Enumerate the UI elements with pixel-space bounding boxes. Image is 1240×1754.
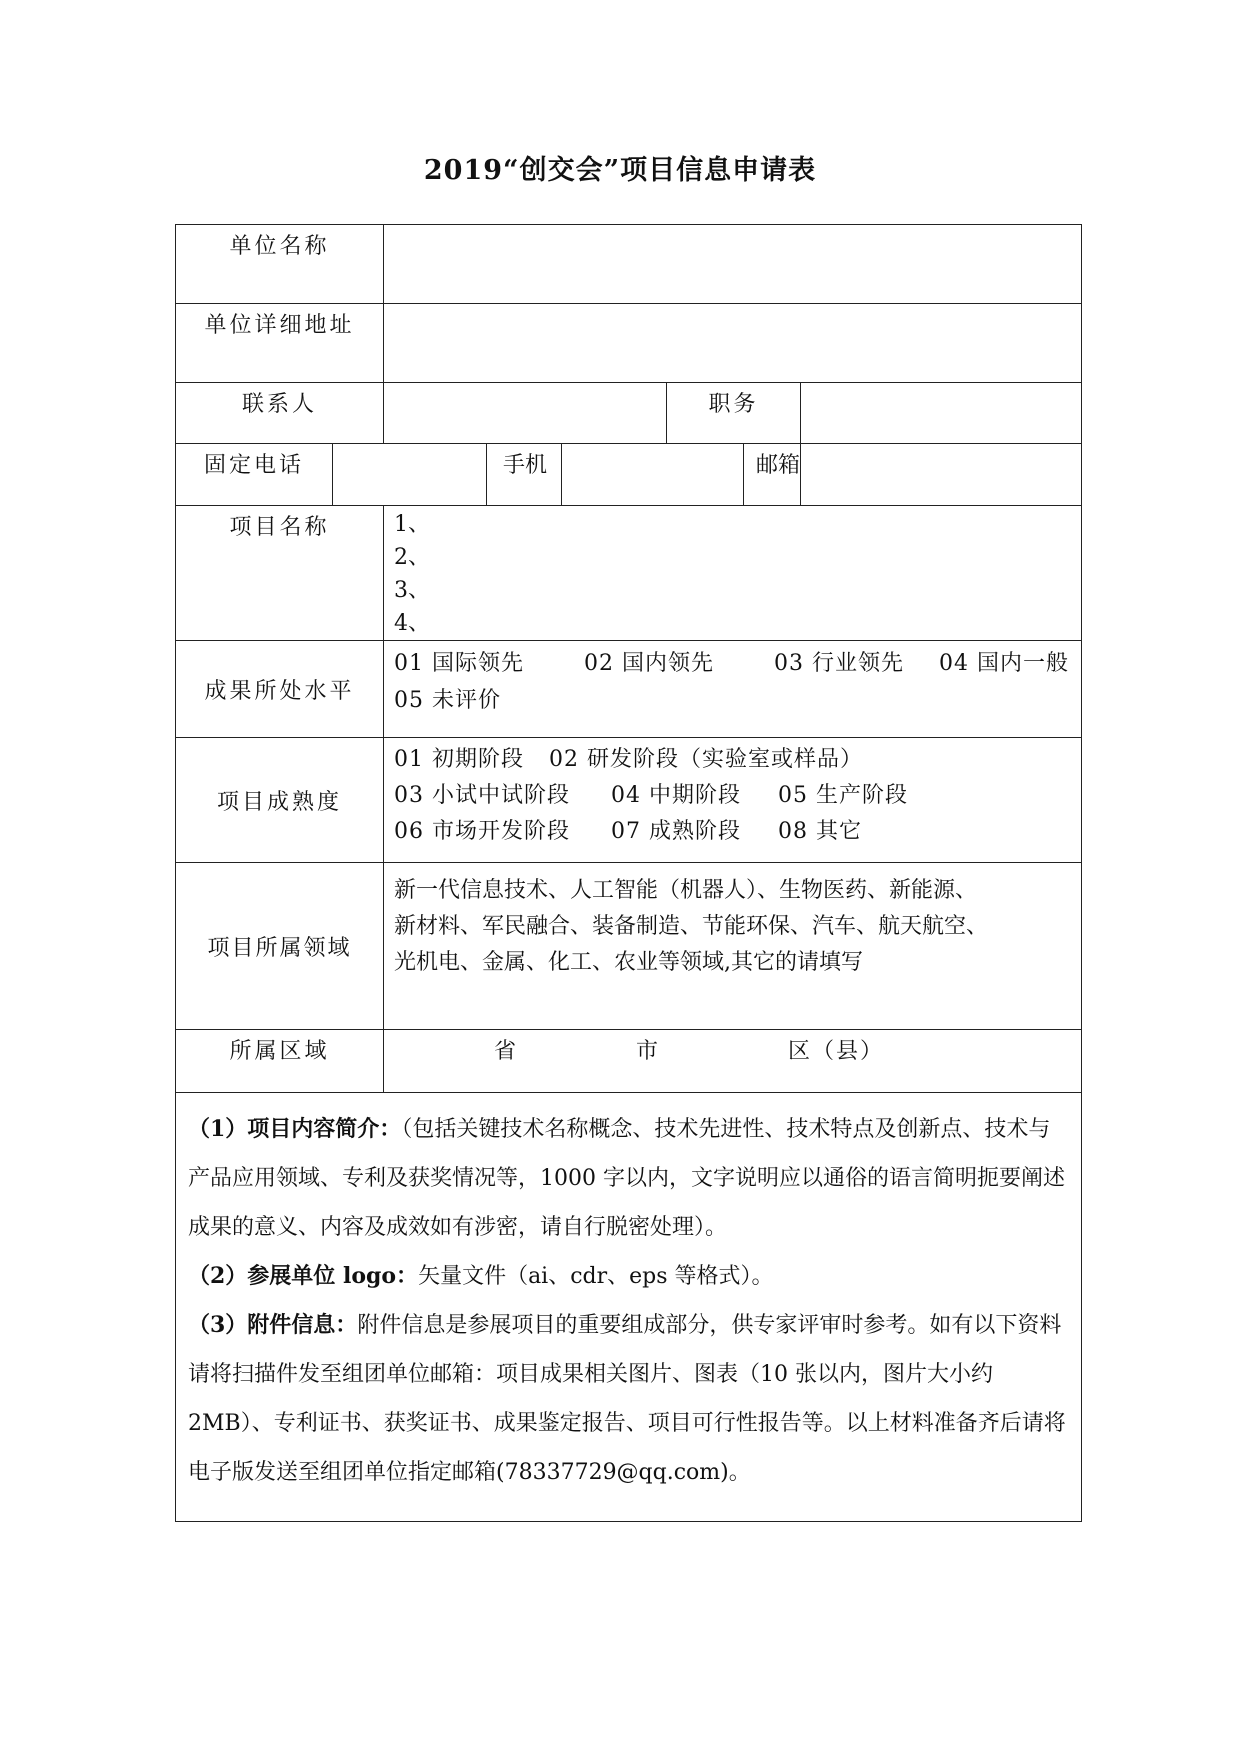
region-city: 市: [636, 1039, 659, 1064]
label-contact: 联系人: [176, 383, 384, 444]
field-line: 新一代信息技术、人工智能（机器人）、生物医药、新能源、: [394, 878, 978, 903]
option-maturity-05[interactable]: 05 生产阶段: [778, 783, 909, 808]
note-attachments: [188, 1301, 1071, 1497]
field-options[interactable]: [384, 863, 1082, 1030]
note-1-label: （1）项目内容简介：: [188, 1116, 402, 1142]
option-maturity-01[interactable]: 01 初期阶段: [394, 747, 525, 772]
option-maturity-04[interactable]: 04 中期阶段: [611, 783, 742, 808]
option-maturity-02[interactable]: 02 研发阶段（实验室或样品）: [549, 747, 864, 772]
note-3-text: 附件信息是参展项目的重要组成部分，供专家评审时参考。如有以下资料请将扫描件发至组团单位邮箱：项目成果相关图片、图表（10 张以内，图片大小约 2MB）、专利证书、获奖证书、成果鉴定报告、项目可行性报告等。以上材料准备齐后请将电子版发送至组团单位指定邮箱(78337729@qq.com)。: [188, 1313, 1066, 1485]
maturity-options[interactable]: [384, 738, 1082, 863]
label-region: 所属区域: [176, 1030, 384, 1093]
region-field[interactable]: [384, 1030, 1082, 1093]
label-position: 职务: [667, 383, 801, 444]
project-name-item: 4、: [394, 611, 431, 636]
unit-address-field[interactable]: [384, 304, 1082, 383]
page-title: 2019“创交会”项目信息申请表: [423, 155, 817, 186]
label-maturity: 项目成熟度: [176, 738, 384, 863]
option-level-05[interactable]: 05 未评价: [394, 688, 502, 713]
mobile-field[interactable]: [562, 444, 744, 506]
label-achievement-level: 成果所处水平: [176, 641, 384, 738]
note-1-text: （包括关键技术名称概念、技术先进性、技术特点及创新点、技术与产品应用领域、专利及获奖情况等，1000 字以内，文字说明应以通俗的语言简明扼要阐述成果的意义、内容及成效如有涉密，请自行脱密处理）。: [188, 1117, 1065, 1240]
application-form-table: [175, 224, 1082, 1522]
option-level-01[interactable]: 01 国际领先: [394, 651, 525, 676]
region-province: 省: [494, 1039, 517, 1064]
option-maturity-07[interactable]: 07 成熟阶段: [611, 819, 742, 844]
label-email: 邮箱: [744, 444, 801, 506]
option-maturity-03[interactable]: 03 小试中试阶段: [394, 783, 571, 808]
label-unit-name: 单位名称: [176, 225, 384, 304]
contact-field[interactable]: [384, 383, 667, 444]
achievement-level-options[interactable]: [384, 641, 1082, 738]
field-line: 光机电、金属、化工、农业等领域,其它的请填写: [394, 950, 864, 975]
note-logo: [188, 1252, 1071, 1301]
label-project-name: 项目名称: [176, 506, 384, 641]
field-line: 新材料、军民融合、装备制造、节能环保、汽车、航天航空、: [394, 914, 989, 939]
note-2-label: （2）参展单位 logo：: [188, 1263, 419, 1289]
option-level-04[interactable]: 04 国内一般: [939, 651, 1070, 676]
option-level-02[interactable]: 02 国内领先: [584, 651, 715, 676]
project-name-list[interactable]: [384, 506, 1082, 641]
option-level-03[interactable]: 03 行业领先: [774, 651, 905, 676]
note-project-intro: [188, 1105, 1071, 1252]
option-maturity-06[interactable]: 06 市场开发阶段: [394, 819, 571, 844]
region-district: 区（县）: [788, 1039, 885, 1064]
notes-section: [176, 1093, 1082, 1522]
label-field: 项目所属领域: [176, 863, 384, 1030]
label-phone: 固定电话: [176, 444, 333, 506]
project-name-item: 1、: [394, 512, 431, 537]
label-unit-address: 单位详细地址: [176, 304, 384, 383]
note-3-label: （3）附件信息：: [188, 1312, 358, 1338]
unit-name-field[interactable]: [384, 225, 1082, 304]
option-maturity-08[interactable]: 08 其它: [778, 819, 863, 844]
label-mobile: 手机: [487, 444, 562, 506]
project-name-item: 2、: [394, 545, 431, 570]
note-2-text: 矢量文件（ai、cdr、eps 等格式）。: [418, 1264, 774, 1289]
email-field[interactable]: [801, 444, 1082, 506]
project-name-item: 3、: [394, 578, 431, 603]
phone-field[interactable]: [333, 444, 487, 506]
position-field[interactable]: [801, 383, 1082, 444]
